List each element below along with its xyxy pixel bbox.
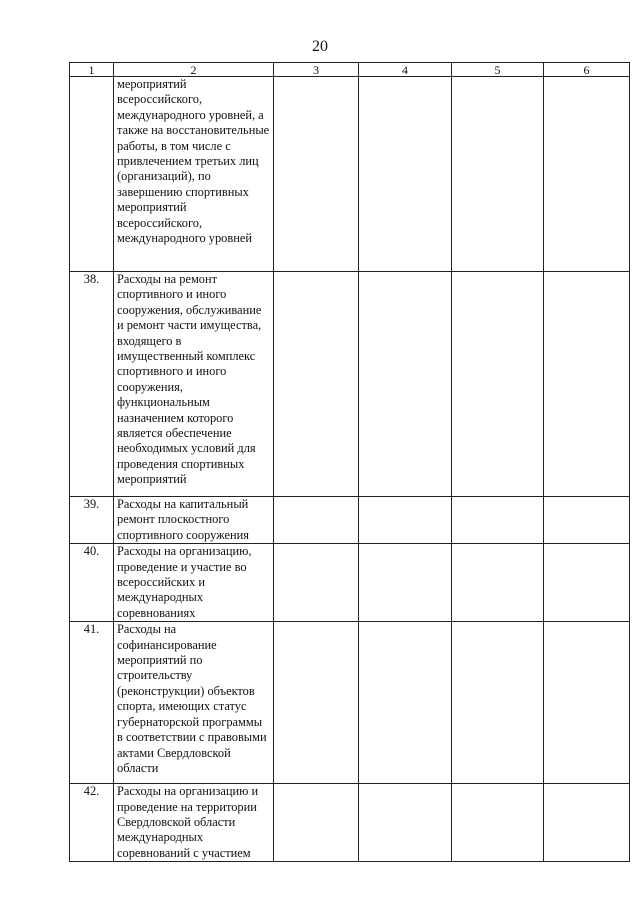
empty-cell (359, 272, 452, 497)
row-number (70, 77, 114, 272)
empty-cell (359, 77, 452, 272)
row-number: 39. (70, 497, 114, 544)
expenses-table (69, 62, 630, 862)
empty-cell (359, 784, 452, 862)
row-number: 42. (70, 784, 114, 862)
row-number: 41. (70, 622, 114, 784)
row-description: мероприятий всероссийского, международного уровней, а также на восстановительные работы, в том числе с привлечением третьих лиц (организаций), по завершению спортивных мероприятий всероссийского, международного уровней (114, 77, 274, 272)
column-header-6: 6 (544, 63, 630, 77)
empty-cell (359, 497, 452, 544)
empty-cell (274, 497, 359, 544)
row-description: Расходы на софинансирование мероприятий по строительству (реконструкции) объектов спорта, имеющих статус губернаторской программы в соответствии с правовыми актами Свердловской области (114, 622, 274, 784)
empty-cell (274, 784, 359, 862)
empty-cell (544, 497, 630, 544)
empty-cell (452, 622, 544, 784)
empty-cell (544, 622, 630, 784)
column-header-4: 4 (359, 63, 452, 77)
row-description: Расходы на организацию и проведение на территории Свердловской области международных соревнований с участием (114, 784, 274, 862)
column-header-1: 1 (70, 63, 114, 77)
row-number: 38. (70, 272, 114, 497)
table-row (70, 77, 630, 272)
empty-cell (452, 544, 544, 622)
empty-cell (274, 77, 359, 272)
empty-cell (544, 272, 630, 497)
empty-cell (452, 77, 544, 272)
empty-cell (544, 784, 630, 862)
empty-cell (274, 272, 359, 497)
page-number: 20 (312, 38, 328, 55)
table-row (70, 544, 630, 622)
row-number: 40. (70, 544, 114, 622)
column-number-row (70, 63, 630, 77)
column-header-3: 3 (274, 63, 359, 77)
empty-cell (274, 622, 359, 784)
table-row (70, 622, 630, 784)
empty-cell (359, 622, 452, 784)
empty-cell (544, 77, 630, 272)
row-description: Расходы на организацию, проведение и участие во всероссийских и международных соревнованиях (114, 544, 274, 622)
empty-cell (452, 272, 544, 497)
empty-cell (274, 544, 359, 622)
empty-cell (359, 544, 452, 622)
row-description: Расходы на капитальный ремонт плоскостного спортивного сооружения (114, 497, 274, 544)
empty-cell (452, 497, 544, 544)
table-row (70, 784, 630, 862)
table-row (70, 272, 630, 497)
row-description: Расходы на ремонт спортивного и иного сооружения, обслуживание и ремонт части имущества, входящего в имущественный комплекс спортивного и иного сооружения, функциональным назначением которого является обеспечение необходимых условий для проведения спортивных мероприятий (114, 272, 274, 497)
empty-cell (452, 784, 544, 862)
column-header-5: 5 (452, 63, 544, 77)
table-row (70, 497, 630, 544)
column-header-2: 2 (114, 63, 274, 77)
empty-cell (544, 544, 630, 622)
